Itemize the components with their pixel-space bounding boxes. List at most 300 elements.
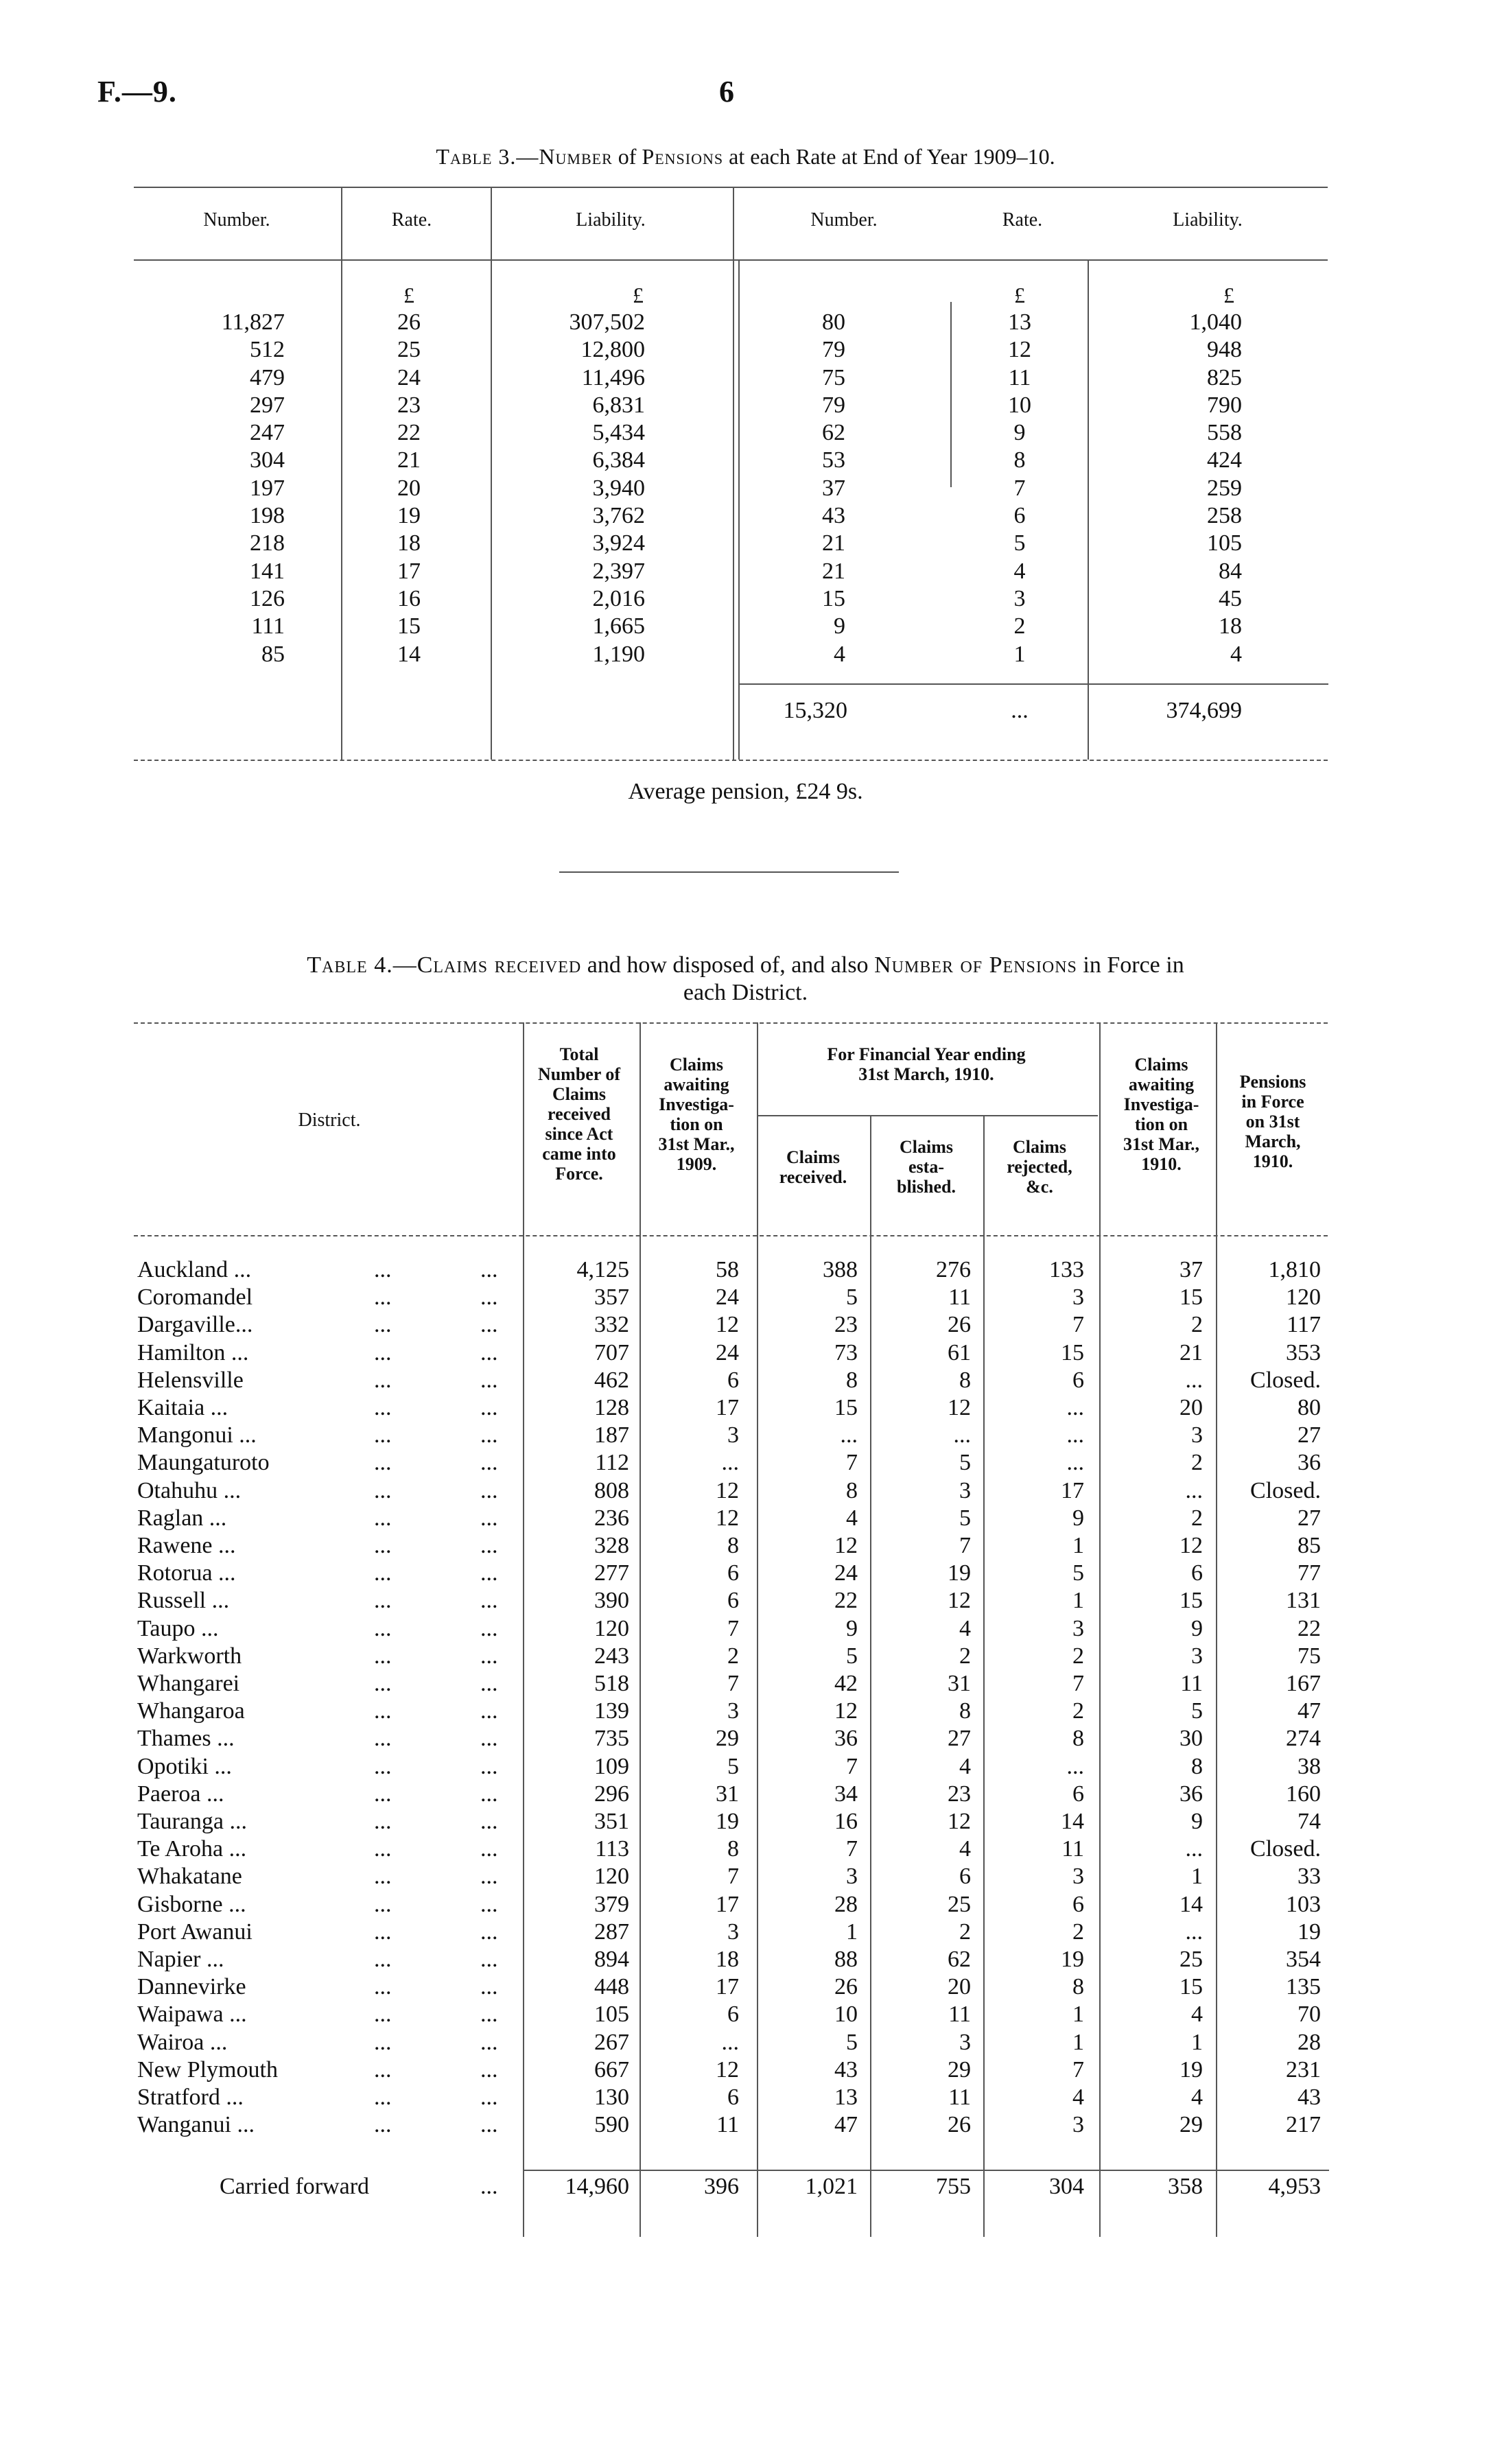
cell-received: 12 bbox=[834, 1698, 858, 1724]
cell-in-force: 70 bbox=[1298, 2002, 1321, 2028]
cell-in-force: Closed. bbox=[1250, 1477, 1321, 1503]
t3-pound-sign: £ bbox=[1014, 283, 1025, 307]
leader-dots: ... bbox=[374, 1312, 392, 1338]
leader-dots: ... bbox=[480, 1367, 498, 1393]
t4-header-line: Total bbox=[559, 1044, 599, 1064]
t3-cell: 218 bbox=[250, 530, 285, 556]
t3-cell: 19 bbox=[397, 503, 421, 529]
leader-dots: ... bbox=[374, 2056, 392, 2082]
table-row bbox=[0, 2112, 1491, 2139]
t4-col-in-force bbox=[1218, 1072, 1328, 1171]
cell-rejected: ... bbox=[1066, 1450, 1084, 1476]
table-row bbox=[0, 1947, 1491, 1974]
t4-col-financial-year bbox=[762, 1044, 1091, 1084]
t3-cell: 80 bbox=[822, 309, 845, 335]
leader-dots: ... bbox=[374, 1643, 392, 1669]
table-row bbox=[0, 1836, 1491, 1864]
cell-await10: 1 bbox=[1191, 1864, 1203, 1890]
cell-await10: 14 bbox=[1179, 1891, 1203, 1917]
t3-cell: 424 bbox=[1207, 447, 1242, 473]
table-row bbox=[0, 1892, 1491, 1919]
t4-fy-rule bbox=[758, 1115, 1098, 1116]
cell-total: 187 bbox=[594, 1422, 629, 1448]
document-code: F.—9. bbox=[97, 75, 177, 108]
leader-dots: ... bbox=[480, 2112, 498, 2138]
table-row bbox=[0, 1616, 1491, 1643]
cell-await10: ... bbox=[1185, 1836, 1203, 1862]
table-row bbox=[0, 1809, 1491, 1836]
leader-dots: ... bbox=[374, 1698, 392, 1724]
cell-rejected: 8 bbox=[1072, 1974, 1084, 2000]
district-name: Raglan ... bbox=[137, 1505, 227, 1531]
t3-cell: 22 bbox=[397, 420, 421, 446]
table3-bottom-rule bbox=[134, 760, 1328, 761]
cell-await10: 3 bbox=[1191, 1643, 1203, 1669]
cell-rejected: 7 bbox=[1072, 2056, 1084, 2082]
cell-total: 332 bbox=[594, 1312, 629, 1338]
leader-dots: ... bbox=[480, 1809, 498, 1834]
cell-total: 390 bbox=[594, 1588, 629, 1614]
leader-dots: ... bbox=[374, 1947, 392, 1972]
t3-cell: 304 bbox=[250, 447, 285, 473]
leader-dots: ... bbox=[480, 1864, 498, 1890]
t3-cell: 18 bbox=[1219, 613, 1242, 640]
leader-dots: ... bbox=[480, 1533, 498, 1558]
cell-await09: 8 bbox=[727, 1533, 739, 1558]
cell-await09: ... bbox=[721, 2029, 739, 2055]
cell-total: 667 bbox=[594, 2056, 629, 2082]
cell-await10: 3 bbox=[1191, 1422, 1203, 1448]
table-row bbox=[0, 1864, 1491, 1891]
t4-header-line: For Financial Year ending bbox=[827, 1044, 1026, 1064]
cell-received: 23 bbox=[834, 1312, 858, 1338]
district-name: Paeroa ... bbox=[137, 1781, 224, 1807]
leader-dots: ... bbox=[480, 2056, 498, 2082]
cell-in-force: 77 bbox=[1298, 1560, 1321, 1586]
district-name: Mangonui ... bbox=[137, 1422, 257, 1448]
cell-rejected: 6 bbox=[1072, 1367, 1084, 1393]
t3-cell: 247 bbox=[250, 420, 285, 446]
cell-await10: ... bbox=[1185, 1477, 1203, 1503]
cell-received: 26 bbox=[834, 1974, 858, 2000]
cell-in-force: Closed. bbox=[1250, 1836, 1321, 1862]
cf-in-force: 4,953 bbox=[1268, 2174, 1321, 2199]
cell-await10: 20 bbox=[1179, 1395, 1203, 1420]
section-divider bbox=[559, 871, 899, 873]
t3-cell: 512 bbox=[250, 337, 285, 363]
t3-cell: 105 bbox=[1207, 530, 1242, 556]
t4-header-line: 1910. bbox=[1252, 1151, 1293, 1171]
cell-await09: 6 bbox=[727, 1560, 739, 1586]
cell-await09: 7 bbox=[727, 1615, 739, 1641]
cell-await09: 7 bbox=[727, 1671, 739, 1696]
table3-top-rule bbox=[134, 187, 1328, 188]
leader-dots: ... bbox=[480, 1422, 498, 1448]
cell-in-force: 160 bbox=[1286, 1781, 1321, 1807]
t4-header-line: received bbox=[548, 1104, 611, 1124]
district-name: Gisborne ... bbox=[137, 1891, 246, 1917]
t3-cell: 45 bbox=[1219, 585, 1242, 611]
leader-dots: ... bbox=[480, 1974, 498, 2000]
cell-await09: 3 bbox=[727, 1698, 739, 1724]
leader-dots: ... bbox=[374, 1836, 392, 1862]
cell-in-force: 75 bbox=[1298, 1643, 1321, 1669]
cell-await09: 3 bbox=[727, 1919, 739, 1945]
cell-established: 19 bbox=[948, 1560, 971, 1586]
cell-rejected: 17 bbox=[1061, 1477, 1084, 1503]
table-row bbox=[0, 1781, 1491, 1809]
cell-rejected: 3 bbox=[1072, 2112, 1084, 2138]
table-row bbox=[0, 1560, 1491, 1588]
t3-cell: 20 bbox=[397, 475, 421, 501]
t4-header-line: 31st Mar., bbox=[1123, 1134, 1199, 1154]
district-name: Port Awanui bbox=[137, 1919, 253, 1945]
cell-received: 13 bbox=[834, 2085, 858, 2110]
t4-header-line: 31st Mar., bbox=[658, 1134, 735, 1154]
leader-dots: ... bbox=[374, 1560, 392, 1586]
leader-dots: ... bbox=[480, 1891, 498, 1917]
table4-title-line2: each District. bbox=[683, 980, 808, 1005]
cell-in-force: 354 bbox=[1286, 1947, 1321, 1972]
t4-col-rejected bbox=[985, 1137, 1094, 1197]
leader-dots: ... bbox=[480, 1947, 498, 1972]
cell-await10: 15 bbox=[1179, 1284, 1203, 1311]
cell-established: 26 bbox=[948, 2112, 971, 2138]
cell-await09: 6 bbox=[727, 1367, 739, 1393]
t4-col-awaiting-1910 bbox=[1101, 1055, 1221, 1174]
t3-cell: 75 bbox=[822, 364, 845, 390]
cell-total: 351 bbox=[594, 1809, 629, 1834]
table-row bbox=[0, 1726, 1491, 1753]
leader-dots: ... bbox=[480, 1726, 498, 1752]
t3-cell: 4 bbox=[834, 641, 845, 667]
table3-title: Table 3.—Number of Pensions at each Rate at End of Year 1909–10. bbox=[436, 144, 1055, 169]
t3-cell: 79 bbox=[822, 392, 845, 418]
cell-total: 808 bbox=[594, 1477, 629, 1503]
district-name: Taupo ... bbox=[137, 1615, 219, 1641]
leader-dots: ... bbox=[374, 1588, 392, 1614]
cell-await09: 2 bbox=[727, 1643, 739, 1669]
t4-header-line: Claims bbox=[1134, 1055, 1188, 1075]
t3-cell: 8 bbox=[1013, 447, 1026, 473]
cell-in-force: 274 bbox=[1286, 1726, 1321, 1752]
t3-cell: 6,384 bbox=[592, 447, 645, 473]
t3-cell: 7 bbox=[1013, 475, 1026, 501]
t3-cell: 1 bbox=[1013, 641, 1026, 667]
cf-await10: 358 bbox=[1168, 2174, 1203, 2199]
cell-rejected: 1 bbox=[1072, 2002, 1084, 2028]
table-row bbox=[0, 1671, 1491, 1698]
t3-cell: 1,040 bbox=[1189, 309, 1242, 335]
t3-col-rate: Rate. bbox=[391, 209, 432, 231]
cell-received: 8 bbox=[846, 1367, 858, 1393]
cell-received: 28 bbox=[834, 1891, 858, 1917]
cell-await09: 31 bbox=[716, 1781, 739, 1807]
cell-received: 5 bbox=[846, 2029, 858, 2055]
table-row bbox=[0, 1284, 1491, 1312]
t3-vrule bbox=[950, 302, 952, 487]
district-name: Tauranga ... bbox=[137, 1809, 247, 1834]
t3-col-rate-2: Rate. bbox=[1002, 209, 1043, 231]
cell-total: 112 bbox=[595, 1450, 629, 1476]
table-row bbox=[0, 1588, 1491, 1615]
t3-left-rate-column bbox=[381, 309, 436, 668]
cell-established: 20 bbox=[948, 1974, 971, 2000]
t3-cell: 79 bbox=[822, 337, 845, 363]
cell-total: 296 bbox=[594, 1781, 629, 1807]
cell-rejected: 2 bbox=[1072, 1643, 1084, 1669]
cell-await10: 2 bbox=[1191, 1312, 1203, 1338]
table-row bbox=[0, 1450, 1491, 1477]
cell-received: 7 bbox=[846, 1753, 858, 1779]
cell-rejected: 19 bbox=[1061, 1947, 1084, 1972]
table-row bbox=[0, 1533, 1491, 1560]
cell-rejected: 6 bbox=[1072, 1781, 1084, 1807]
leader-dots: ... bbox=[374, 1422, 392, 1448]
cell-in-force: 167 bbox=[1286, 1671, 1321, 1696]
t3-cell: 18 bbox=[397, 530, 421, 556]
cell-await10: 12 bbox=[1179, 1533, 1203, 1558]
t3-cell: 13 bbox=[1008, 309, 1031, 335]
t4-header-line: esta- bbox=[908, 1157, 944, 1177]
t3-cell: 479 bbox=[250, 364, 285, 390]
t3-cell: 43 bbox=[822, 503, 845, 529]
leader-dots: ... bbox=[374, 2112, 392, 2138]
table-row bbox=[0, 2030, 1491, 2057]
cell-established: 3 bbox=[959, 2029, 971, 2055]
cell-rejected: 1 bbox=[1072, 2029, 1084, 2055]
district-name: Rawene ... bbox=[137, 1533, 236, 1558]
t3-cell: 4 bbox=[1230, 641, 1242, 667]
cell-await09: 11 bbox=[716, 2112, 739, 2138]
leader-dots: ... bbox=[480, 1312, 498, 1338]
cell-in-force: 217 bbox=[1286, 2112, 1321, 2138]
table-row bbox=[0, 1395, 1491, 1422]
t3-cell: 37 bbox=[822, 475, 845, 501]
t3-average-pension: Average pension, £24 9s. bbox=[628, 779, 863, 804]
cell-received: 7 bbox=[846, 1450, 858, 1476]
cell-in-force: 103 bbox=[1286, 1891, 1321, 1917]
leader-dots: ... bbox=[374, 1339, 392, 1365]
table-row bbox=[0, 1974, 1491, 2002]
leader-dots: ... bbox=[480, 1698, 498, 1724]
cell-await09: 29 bbox=[716, 1726, 739, 1752]
t3-vrule bbox=[341, 187, 342, 760]
t3-cell: 948 bbox=[1207, 337, 1242, 363]
cell-established: 61 bbox=[948, 1339, 971, 1365]
table-row bbox=[0, 2002, 1491, 2029]
t4-col-district: District. bbox=[298, 1110, 361, 1131]
cell-total: 139 bbox=[594, 1698, 629, 1724]
t4-header-line: Claims bbox=[670, 1055, 723, 1075]
t4-header-line: Force. bbox=[555, 1164, 603, 1184]
leader-dots: ... bbox=[374, 1781, 392, 1807]
leader-dots: ... bbox=[480, 1560, 498, 1586]
cell-established: 5 bbox=[959, 1505, 971, 1531]
t4-header-line: Claims bbox=[552, 1084, 606, 1104]
t3-cell: 197 bbox=[250, 475, 285, 501]
cell-total: 128 bbox=[594, 1395, 629, 1420]
t3-right-rate-column bbox=[992, 309, 1047, 668]
t4-header-line: Claims bbox=[786, 1147, 840, 1167]
cell-rejected: 8 bbox=[1072, 1726, 1084, 1752]
cell-await09: 12 bbox=[716, 1312, 739, 1338]
cell-await10: 11 bbox=[1180, 1671, 1203, 1696]
cell-received: 5 bbox=[846, 1643, 858, 1669]
cell-total: 287 bbox=[594, 1919, 629, 1945]
cell-await09: 12 bbox=[716, 1477, 739, 1503]
t3-cell: 3,940 bbox=[592, 475, 645, 501]
t3-cell: 11 bbox=[1008, 364, 1031, 390]
table3-header-rule bbox=[134, 259, 1328, 261]
cell-established: 8 bbox=[959, 1698, 971, 1724]
cell-rejected: 5 bbox=[1072, 1560, 1084, 1586]
t3-col-number: Number. bbox=[203, 209, 270, 231]
cell-rejected: 4 bbox=[1072, 2085, 1084, 2110]
district-name: Napier ... bbox=[137, 1947, 224, 1972]
leader-dots: ... bbox=[480, 2002, 498, 2028]
cell-in-force: 85 bbox=[1298, 1533, 1321, 1558]
cell-await09: 17 bbox=[716, 1974, 739, 2000]
t3-cell: 11,827 bbox=[221, 309, 285, 335]
cell-in-force: 74 bbox=[1298, 1809, 1321, 1834]
leader-dots: ... bbox=[374, 1367, 392, 1393]
t3-cell: 9 bbox=[1013, 420, 1026, 446]
cell-received: 22 bbox=[834, 1588, 858, 1614]
cell-await10: 2 bbox=[1191, 1505, 1203, 1531]
district-name: Opotiki ... bbox=[137, 1753, 232, 1779]
t4-col-received bbox=[758, 1147, 868, 1187]
district-name: Kaitaia ... bbox=[137, 1395, 228, 1420]
district-name: Coromandel bbox=[137, 1284, 253, 1311]
cell-in-force: 117 bbox=[1287, 1312, 1321, 1338]
t3-cell: 259 bbox=[1207, 475, 1242, 501]
cf-rejected: 304 bbox=[1049, 2174, 1084, 2199]
cell-established: 27 bbox=[948, 1726, 971, 1752]
t3-left-number-column bbox=[172, 309, 285, 668]
cell-await09: 17 bbox=[716, 1891, 739, 1917]
cell-await10: 2 bbox=[1191, 1450, 1203, 1476]
leader-dots: ... bbox=[374, 1450, 392, 1476]
cell-established: 2 bbox=[959, 1643, 971, 1669]
cell-established: ... bbox=[953, 1422, 971, 1448]
leader-dots: ... bbox=[374, 1505, 392, 1531]
cell-await10: 25 bbox=[1179, 1947, 1203, 1972]
cell-total: 379 bbox=[594, 1891, 629, 1917]
leader-dots: ... bbox=[374, 1533, 392, 1558]
t4-header-line: rejected, bbox=[1007, 1157, 1072, 1177]
t3-cell: 53 bbox=[822, 447, 845, 473]
leader-dots: ... bbox=[480, 1643, 498, 1669]
t4-header-line: March, bbox=[1245, 1131, 1301, 1151]
t4-header-line: 31st March, 1910. bbox=[858, 1064, 994, 1084]
cell-established: 26 bbox=[948, 1312, 971, 1338]
leader-dots: ... bbox=[374, 2085, 392, 2110]
t3-cell: 4 bbox=[1013, 558, 1026, 584]
cell-in-force: 135 bbox=[1286, 1974, 1321, 2000]
cell-established: 276 bbox=[936, 1257, 971, 1282]
cell-rejected: 7 bbox=[1072, 1312, 1084, 1338]
t4-header-line: Investiga- bbox=[659, 1094, 734, 1114]
leader-dots: ... bbox=[480, 1588, 498, 1614]
cell-received: 12 bbox=[834, 1533, 858, 1558]
table-row bbox=[0, 1478, 1491, 1505]
cell-total: 109 bbox=[594, 1753, 629, 1779]
t3-cell: 558 bbox=[1207, 420, 1242, 446]
cell-await10: 8 bbox=[1191, 1753, 1203, 1779]
cell-received: 88 bbox=[834, 1947, 858, 1972]
cell-rejected: 2 bbox=[1072, 1698, 1084, 1724]
leader-dots: ... bbox=[374, 1477, 392, 1503]
cell-await10: ... bbox=[1185, 1919, 1203, 1945]
t3-cell: 11,496 bbox=[581, 364, 645, 390]
leader-dots: ... bbox=[480, 1671, 498, 1696]
cell-established: 2 bbox=[959, 1919, 971, 1945]
cell-received: 36 bbox=[834, 1726, 858, 1752]
cell-established: 12 bbox=[948, 1588, 971, 1614]
cell-in-force: 27 bbox=[1298, 1505, 1321, 1531]
leader-dots: ... bbox=[374, 1284, 392, 1311]
t3-cell: 16 bbox=[397, 585, 421, 611]
district-name: Dargaville... bbox=[137, 1312, 253, 1338]
t3-cell: 15 bbox=[822, 585, 845, 611]
cell-await09: 24 bbox=[716, 1284, 739, 1311]
table-row bbox=[0, 1754, 1491, 1781]
cell-rejected: 6 bbox=[1072, 1891, 1084, 1917]
district-name: Hamilton ... bbox=[137, 1339, 249, 1365]
t4-header-line: Pensions bbox=[1239, 1072, 1306, 1092]
cell-await09: 6 bbox=[727, 2002, 739, 2028]
cf-established: 755 bbox=[936, 2174, 971, 2199]
table-row bbox=[0, 1340, 1491, 1368]
t3-right-liability-column bbox=[1166, 309, 1242, 668]
t3-cell: 21 bbox=[822, 558, 845, 584]
t3-cell: 23 bbox=[397, 392, 421, 418]
t4-header-line: tion on bbox=[1134, 1114, 1188, 1134]
cell-received: 15 bbox=[834, 1395, 858, 1420]
cell-received: 1 bbox=[846, 1919, 858, 1945]
cell-in-force: 38 bbox=[1298, 1753, 1321, 1779]
cell-established: 12 bbox=[948, 1395, 971, 1420]
cell-received: 5 bbox=[846, 1284, 858, 1311]
cell-rejected: 11 bbox=[1061, 1836, 1084, 1862]
t3-cell: 25 bbox=[397, 337, 421, 363]
table-row bbox=[0, 2085, 1491, 2112]
t3-pound-sign: £ bbox=[1223, 283, 1234, 307]
leader-dots: ... bbox=[374, 1257, 392, 1282]
cell-await10: 5 bbox=[1191, 1698, 1203, 1724]
cell-received: 24 bbox=[834, 1560, 858, 1586]
leader-dots: ... bbox=[374, 1726, 392, 1752]
cell-received: 43 bbox=[834, 2056, 858, 2082]
cell-established: 4 bbox=[959, 1836, 971, 1862]
cell-rejected: 7 bbox=[1072, 1671, 1084, 1696]
leader-dots: ... bbox=[480, 2085, 498, 2110]
leader-dots: ... bbox=[480, 1836, 498, 1862]
cell-established: 12 bbox=[948, 1809, 971, 1834]
cell-await09: 5 bbox=[727, 1753, 739, 1779]
cell-in-force: 1,810 bbox=[1268, 1257, 1321, 1282]
district-name: Warkworth bbox=[137, 1643, 242, 1669]
t4-col-total-claims bbox=[524, 1044, 634, 1184]
table-row bbox=[0, 2057, 1491, 2085]
t3-total-number: 15,320 bbox=[783, 698, 847, 723]
cell-await10: 4 bbox=[1191, 2002, 1203, 2028]
t4-carried-forward-row bbox=[0, 2174, 1491, 2201]
cell-await10: 21 bbox=[1179, 1339, 1203, 1365]
cell-total: 518 bbox=[594, 1671, 629, 1696]
t3-cell: 307,502 bbox=[569, 309, 645, 335]
